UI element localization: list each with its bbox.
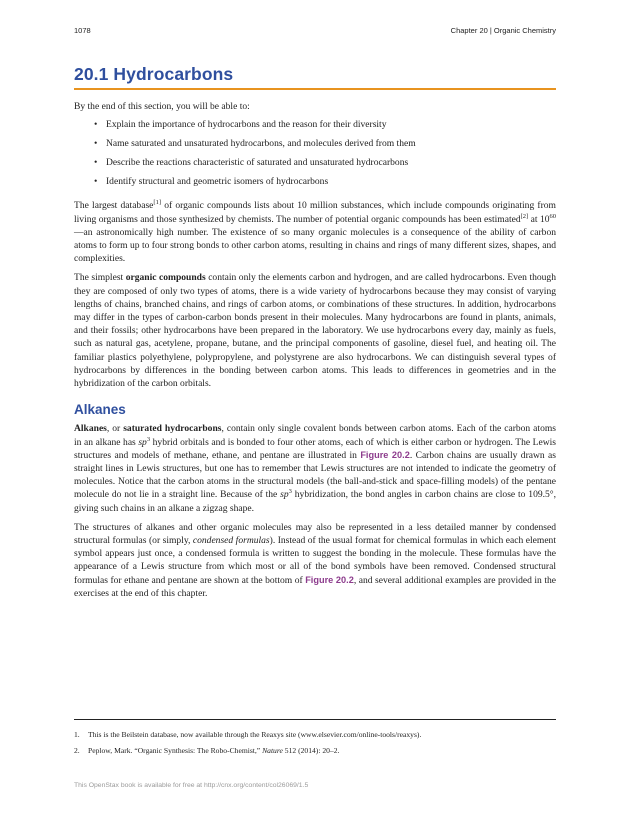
footnotes	[74, 730, 556, 761]
footnote-number: 1.	[74, 730, 80, 739]
text: hybridization, the bond angles in carbon chains are close to 109.5°, giving such chains in an alkane a zigzag shape.	[74, 489, 556, 514]
paragraph-condensed-formulas	[74, 521, 556, 600]
section-title: 20.1 Hydrocarbons	[74, 64, 234, 84]
main-content	[74, 100, 556, 606]
objective-item: • Identify structural and geometric isomers of hydrocarbons	[94, 175, 556, 194]
figure-link[interactable]: Figure 20.2	[360, 449, 410, 460]
footnote-rule	[74, 719, 556, 720]
footnote-text: This is the Beilstein database, now available through the Reaxys site (www.elsevier.com/online-tools/reaxys).	[88, 730, 422, 739]
learning-objectives	[74, 118, 556, 193]
paragraph-alkanes	[74, 422, 556, 514]
footnote-ref-1[interactable]: [1]	[153, 199, 161, 207]
page-number: 1078	[74, 26, 91, 35]
footnote-1	[74, 730, 556, 740]
journal-name: Nature	[262, 745, 283, 755]
figure-link[interactable]: Figure 20.2	[305, 574, 354, 585]
text: , contain only single covalent bonds between carbon atoms. Each of the carbon atoms in an alkane has	[74, 423, 556, 448]
objective-item: • Name saturated and unsaturated hydrocarbons, and molecules derived from them	[94, 137, 556, 156]
page-footer: This OpenStax book is available for free at http://cnx.org/content/col26069/1.5	[74, 782, 309, 789]
footnote-2	[74, 746, 556, 756]
exponent: 60	[549, 212, 556, 220]
italic-term: condensed formulas	[192, 535, 270, 547]
key-term: organic compounds	[125, 272, 206, 284]
text: ). Instead of the usual format for chemical formulas in which each element symbol appears just once, a condensed formula is written to suggest the bonding in the molecule. These formulas have the appearance of a Lewis structure from which most or all of the bond symbols have been removed. Condensed structural formulas for ethane and pentane are shown at the bottom of	[74, 535, 556, 586]
italic-term: sp	[138, 436, 147, 448]
title-rule	[74, 88, 556, 90]
text: The simplest	[74, 272, 126, 284]
objectives-intro: By the end of this section, you will be able to:	[74, 101, 250, 112]
key-term: Alkanes	[74, 423, 107, 435]
subsection-title-alkanes: Alkanes	[74, 402, 126, 418]
text: . Carbon chains are usually drawn as straight lines in Lewis structures, but one has to remember that Lewis structures are not intended to indicate the geometry of molecules. Notice that the carbon atoms in the structural models (the ball-and-stick and space-filling models) of the pentane molecule do not lie in a straight line. Because of the	[74, 449, 556, 501]
key-term: saturated hydrocarbons	[123, 423, 222, 435]
footnote-text: Peplow, Mark. “Organic Synthesis: The Robo-Chemist,”	[88, 745, 263, 755]
paragraph-database	[74, 199, 556, 265]
chapter-title: Chapter 20 | Organic Chemistry	[450, 26, 556, 35]
superscript: 3	[288, 488, 292, 496]
text: , or	[106, 423, 124, 435]
footnote-text: 512 (2014): 20–2.	[282, 745, 340, 755]
text: The structures of alkanes and other organic molecules may also be represented in a less detailed manner by condensed structural formulas (or simply,	[74, 521, 556, 547]
text: , and several additional examples are provided in the exercises at the end of this chapter.	[74, 574, 557, 599]
paragraph-hydrocarbons	[74, 271, 556, 390]
text: hybrid orbitals and is bonded to four other atoms, each of which is either carbon or hydrogen. The Lewis structures and models of methane, ethane, and pentane are illustrated in	[74, 436, 557, 461]
footnote-ref-2[interactable]: [2]	[520, 212, 529, 220]
footnote-number: 2.	[74, 745, 80, 755]
text: The largest database	[74, 200, 154, 212]
objective-item: • Describe the reactions characteristic of saturated and unsaturated hydrocarbons	[94, 156, 556, 175]
text: contain only the elements carbon and hydrogen, and are called hydrocarbons. Even though they are composed of only two types of atoms, there is a wide variety of hydrocarbons because they may consist of varying lengths of chains, branched chains, and rings of carbon atoms, or combinations of these structures. In addition, hydrocarbons may differ in the types of carbon-carbon bonds present in their molecules. Many hydrocarbons are found in plants, animals, and their fossils; other hydrocarbons have been prepared in the laboratory. We use hydrocarbons every day, mainly as fuels, such as natural gas, acetylene, propane, butane, and the principal components of gasoline, diesel fuel, and heating oil. The familiar plastics polyethylene, polypropylene, and polystyrene are also hydrocarbons. We can distinguish several types of hydrocarbons by differences in the bonding between carbon atoms. This leads to differences in geometries and in the hybridization of the carbon orbitals.	[74, 272, 556, 390]
text: —an astronomically high number. The existence of so many organic molecules is a consequence of the ability of carbon atoms to form up to four strong bonds to other carbon atoms, resulting in chains and rings of many different sizes, shapes, and complexities.	[74, 226, 556, 265]
text: at 10	[528, 213, 550, 225]
text: of organic compounds lists about 10 million substances, which include compounds originating from living organisms and those synthesized by chemists. The number of potential organic compounds has been estimated	[74, 200, 556, 225]
objective-item: • Explain the importance of hydrocarbons and the reason for their diversity	[94, 118, 556, 137]
italic-term: sp	[280, 489, 289, 501]
superscript: 3	[146, 435, 151, 443]
book-page	[74, 0, 556, 815]
